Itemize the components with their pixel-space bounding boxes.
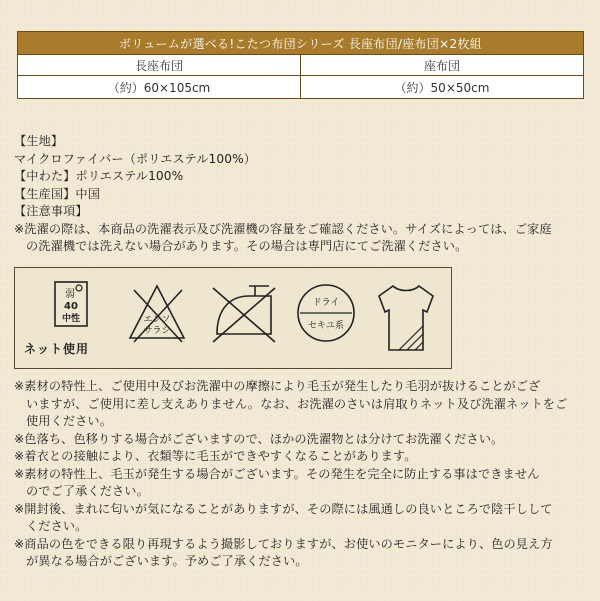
no-iron-icon bbox=[205, 278, 281, 348]
material-value: マイクロファイバー（ポリエステル100%） bbox=[14, 151, 257, 166]
note-line: ※色落ち、色移りする場合がございますので、ほかの洗濯物とは分けてお洗濯ください。 bbox=[14, 431, 504, 446]
size-cushion: （約）50×50cm bbox=[301, 76, 584, 99]
note-line: ※開封後、まれに匂いが気になることがありますが、その際には風通しの良いところで陰干しして bbox=[14, 501, 553, 516]
note-line: ※着衣との接触により、衣類等に毛玉ができやすくなることがあります。 bbox=[14, 449, 417, 463]
notes-list bbox=[14, 378, 589, 571]
dry-clean-petroleum-icon bbox=[291, 278, 361, 348]
wash-code-text: 弱 bbox=[65, 289, 75, 300]
net-use-label: ネット使用 bbox=[24, 342, 90, 356]
dry-top-text: ドライ bbox=[312, 298, 340, 308]
wash-40-neutral-icon bbox=[45, 278, 97, 338]
material-heading: 【生地】 bbox=[14, 134, 64, 148]
table-row bbox=[18, 76, 584, 99]
note-line: ※素材の特性上、毛玉が発生する場合がございます。その発生を完全に防止する事はできません bbox=[14, 466, 540, 481]
svg-text:エンソ: エンソ bbox=[143, 315, 171, 325]
note-line: ※素材の特性上、ご使用中及びお洗濯中の摩擦により毛玉が発生したり毛羽が抜けることがござ bbox=[14, 379, 541, 393]
dry-bottom-text: セキユ系 bbox=[307, 321, 345, 331]
size-long-cushion: （約）60×105cm bbox=[18, 76, 301, 99]
no-chlorine-bleach-icon bbox=[122, 278, 192, 348]
column-header-cushion: 座布団 bbox=[301, 55, 584, 76]
filling-info: 【中わた】ポリエステル100% bbox=[14, 169, 184, 183]
caution-line: の洗濯機では洗えない場合があります。その場合は専門店にてご洗濯ください。 bbox=[26, 239, 468, 253]
origin-info: 【生産国】中国 bbox=[14, 186, 101, 201]
column-header-long-cushion: 長座布団 bbox=[18, 55, 301, 76]
note-line: 使用ください。 bbox=[26, 414, 113, 428]
note-line: いますが、ご使用に差し支えありません。なお、お洗濯のさいは肩取りネット及び洗濯ネットをご bbox=[26, 396, 568, 411]
care-label-box bbox=[14, 267, 452, 369]
caution-heading: 【注意事項】 bbox=[14, 204, 88, 218]
table-title-row bbox=[18, 32, 584, 55]
size-spec-table bbox=[17, 31, 584, 99]
wash-temp-text: 40 bbox=[64, 301, 78, 312]
table-header-row bbox=[18, 55, 584, 76]
line-dry-shade-icon bbox=[371, 278, 441, 354]
note-line: が異なる場合がございます。予めご了承ください。 bbox=[26, 554, 308, 568]
material-details bbox=[14, 133, 589, 256]
note-line: ※商品の色をできる限り再現するよう撮影しておりますが、お使いのモニターにより、色の見え方 bbox=[14, 536, 553, 551]
svg-text:サラシ: サラシ bbox=[143, 326, 171, 336]
wash-detergent-text: 中性 bbox=[61, 314, 81, 324]
table-title: ボリュームが選べる!こたつ布団シリーズ 長座布団/座布団×2枚組 bbox=[18, 32, 584, 55]
caution-line: ※洗濯の際は、本商品の洗濯表示及び洗濯機の容量をご確認ください。サイズによっては、ご家庭 bbox=[14, 221, 552, 236]
note-line: のでご了承ください。 bbox=[26, 484, 149, 498]
note-line: ください。 bbox=[26, 519, 88, 533]
